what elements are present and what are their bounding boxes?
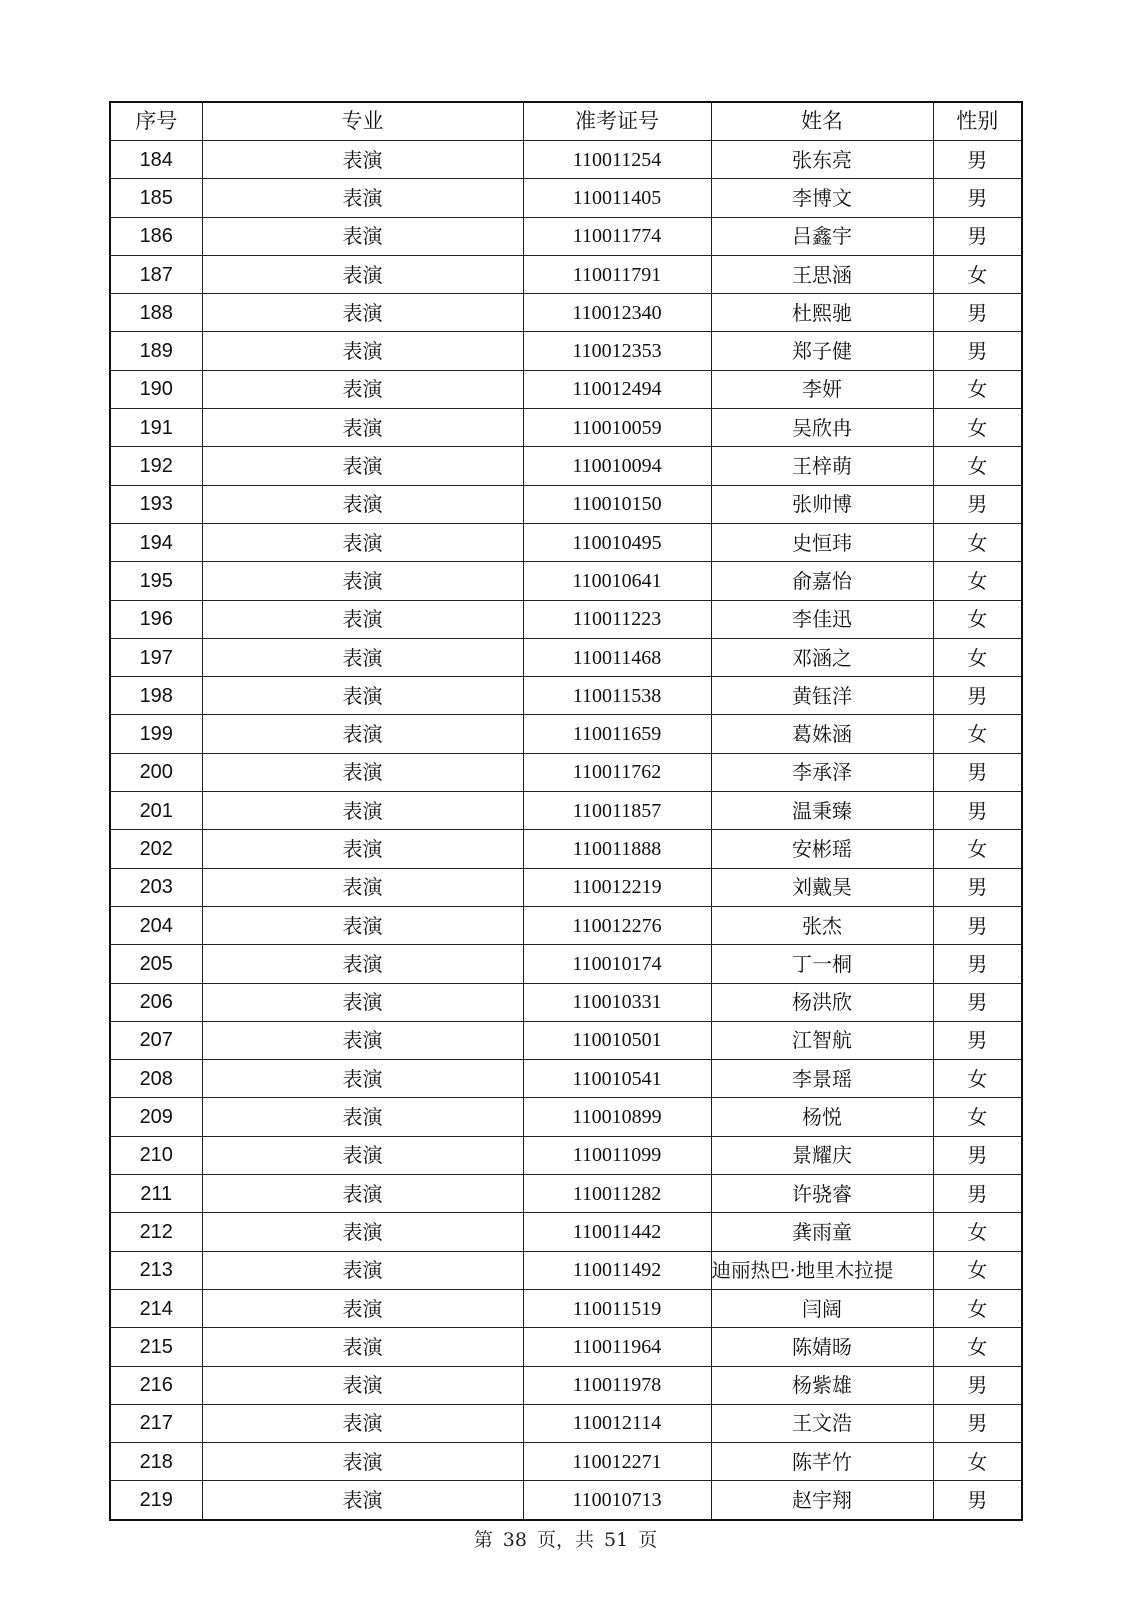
cell-ticket: 110011659 <box>523 715 711 753</box>
table-row <box>110 1328 1022 1366</box>
cell-major: 表演 <box>202 255 523 293</box>
cell-major: 表演 <box>202 409 523 447</box>
cell-name: 张东亮 <box>711 141 933 179</box>
cell-major: 表演 <box>202 485 523 523</box>
cell-name: 杨洪欣 <box>711 983 933 1021</box>
cell-no: 204 <box>110 906 202 944</box>
cell-no: 199 <box>110 715 202 753</box>
cell-no: 194 <box>110 523 202 561</box>
cell-ticket: 110011964 <box>523 1328 711 1366</box>
footer-total-pages: 51 <box>604 1529 629 1551</box>
page-footer <box>0 1525 1131 1552</box>
cell-major: 表演 <box>202 1021 523 1059</box>
cell-name: 丁一桐 <box>711 945 933 983</box>
cell-name: 李妍 <box>711 370 933 408</box>
cell-ticket: 110011468 <box>523 638 711 676</box>
cell-name: 陈婧旸 <box>711 1328 933 1366</box>
cell-name: 邓涵之 <box>711 638 933 676</box>
cell-ticket: 110011405 <box>523 179 711 217</box>
cell-gender: 女 <box>933 1251 1022 1289</box>
cell-ticket: 110011223 <box>523 600 711 638</box>
table-row <box>110 1289 1022 1327</box>
cell-major: 表演 <box>202 1289 523 1327</box>
cell-major: 表演 <box>202 868 523 906</box>
cell-name: 刘戴昊 <box>711 868 933 906</box>
table-row <box>110 179 1022 217</box>
cell-no: 193 <box>110 485 202 523</box>
header-ticket: 准考证号 <box>523 102 711 141</box>
cell-major: 表演 <box>202 294 523 332</box>
cell-major: 表演 <box>202 677 523 715</box>
cell-ticket: 110012271 <box>523 1443 711 1481</box>
table-header-row <box>110 102 1022 141</box>
cell-no: 217 <box>110 1404 202 1442</box>
cell-ticket: 110012114 <box>523 1404 711 1442</box>
table-row <box>110 217 1022 255</box>
header-name: 姓名 <box>711 102 933 141</box>
cell-gender: 女 <box>933 1213 1022 1251</box>
table-row <box>110 1021 1022 1059</box>
cell-major: 表演 <box>202 1328 523 1366</box>
cell-major: 表演 <box>202 1404 523 1442</box>
cell-major: 表演 <box>202 1213 523 1251</box>
roster-table <box>109 101 1023 1521</box>
cell-major: 表演 <box>202 447 523 485</box>
cell-ticket: 110011888 <box>523 830 711 868</box>
cell-name: 吴欣冉 <box>711 409 933 447</box>
cell-name: 景耀庆 <box>711 1136 933 1174</box>
cell-ticket: 110011282 <box>523 1175 711 1213</box>
cell-gender: 女 <box>933 1060 1022 1098</box>
table-row <box>110 562 1022 600</box>
cell-ticket: 110011492 <box>523 1251 711 1289</box>
cell-name: 迪丽热巴·地里木拉提 <box>711 1251 933 1289</box>
table-row <box>110 1060 1022 1098</box>
cell-gender: 女 <box>933 370 1022 408</box>
cell-gender: 男 <box>933 677 1022 715</box>
cell-gender: 男 <box>933 945 1022 983</box>
cell-major: 表演 <box>202 753 523 791</box>
cell-major: 表演 <box>202 523 523 561</box>
cell-ticket: 110011099 <box>523 1136 711 1174</box>
cell-gender: 男 <box>933 1136 1022 1174</box>
cell-major: 表演 <box>202 792 523 830</box>
cell-ticket: 110012276 <box>523 906 711 944</box>
table-row <box>110 1404 1022 1442</box>
cell-gender: 男 <box>933 179 1022 217</box>
table-row <box>110 677 1022 715</box>
cell-ticket: 110011857 <box>523 792 711 830</box>
cell-major: 表演 <box>202 1481 523 1520</box>
cell-major: 表演 <box>202 715 523 753</box>
table-row <box>110 523 1022 561</box>
cell-no: 210 <box>110 1136 202 1174</box>
cell-name: 杨紫雄 <box>711 1366 933 1404</box>
cell-ticket: 110011791 <box>523 255 711 293</box>
cell-major: 表演 <box>202 1060 523 1098</box>
cell-name: 史恒玮 <box>711 523 933 561</box>
cell-name: 李承泽 <box>711 753 933 791</box>
cell-name: 李佳迅 <box>711 600 933 638</box>
cell-gender: 女 <box>933 1289 1022 1327</box>
cell-no: 218 <box>110 1443 202 1481</box>
cell-gender: 女 <box>933 255 1022 293</box>
cell-ticket: 110011774 <box>523 217 711 255</box>
cell-ticket: 110011254 <box>523 141 711 179</box>
cell-gender: 男 <box>933 294 1022 332</box>
cell-major: 表演 <box>202 179 523 217</box>
cell-no: 216 <box>110 1366 202 1404</box>
cell-gender: 女 <box>933 1328 1022 1366</box>
cell-name: 江智航 <box>711 1021 933 1059</box>
table-body <box>110 141 1022 1520</box>
table-row <box>110 1098 1022 1136</box>
cell-name: 王思涵 <box>711 255 933 293</box>
cell-ticket: 110010501 <box>523 1021 711 1059</box>
cell-gender: 男 <box>933 1404 1022 1442</box>
cell-ticket: 110012219 <box>523 868 711 906</box>
table-row <box>110 332 1022 370</box>
cell-no: 215 <box>110 1328 202 1366</box>
cell-gender: 女 <box>933 830 1022 868</box>
table-row <box>110 715 1022 753</box>
cell-ticket: 110010541 <box>523 1060 711 1098</box>
cell-major: 表演 <box>202 830 523 868</box>
cell-no: 219 <box>110 1481 202 1520</box>
cell-major: 表演 <box>202 332 523 370</box>
table-row <box>110 409 1022 447</box>
cell-ticket: 110012340 <box>523 294 711 332</box>
cell-ticket: 110012494 <box>523 370 711 408</box>
cell-major: 表演 <box>202 945 523 983</box>
table-row <box>110 983 1022 1021</box>
cell-gender: 女 <box>933 447 1022 485</box>
table-row <box>110 1481 1022 1520</box>
cell-ticket: 110010174 <box>523 945 711 983</box>
cell-no: 188 <box>110 294 202 332</box>
table-row <box>110 945 1022 983</box>
cell-no: 198 <box>110 677 202 715</box>
cell-ticket: 110010094 <box>523 447 711 485</box>
cell-name: 龚雨童 <box>711 1213 933 1251</box>
cell-gender: 男 <box>933 753 1022 791</box>
cell-name: 张杰 <box>711 906 933 944</box>
cell-name: 闫阔 <box>711 1289 933 1327</box>
cell-name: 李景瑶 <box>711 1060 933 1098</box>
table-row <box>110 868 1022 906</box>
cell-gender: 女 <box>933 409 1022 447</box>
cell-name: 吕鑫宇 <box>711 217 933 255</box>
cell-no: 196 <box>110 600 202 638</box>
cell-no: 189 <box>110 332 202 370</box>
cell-gender: 男 <box>933 1366 1022 1404</box>
footer-prefix: 第 <box>473 1529 493 1551</box>
cell-no: 211 <box>110 1175 202 1213</box>
cell-ticket: 110011978 <box>523 1366 711 1404</box>
cell-name: 温秉臻 <box>711 792 933 830</box>
cell-name: 赵宇翔 <box>711 1481 933 1520</box>
cell-no: 195 <box>110 562 202 600</box>
cell-name: 许骁睿 <box>711 1175 933 1213</box>
cell-no: 197 <box>110 638 202 676</box>
cell-no: 213 <box>110 1251 202 1289</box>
cell-ticket: 110010059 <box>523 409 711 447</box>
cell-gender: 女 <box>933 600 1022 638</box>
cell-ticket: 110010899 <box>523 1098 711 1136</box>
cell-ticket: 110011762 <box>523 753 711 791</box>
table-row <box>110 792 1022 830</box>
table-row <box>110 370 1022 408</box>
table-row <box>110 1251 1022 1289</box>
table-row <box>110 294 1022 332</box>
cell-major: 表演 <box>202 1443 523 1481</box>
cell-ticket: 110010150 <box>523 485 711 523</box>
cell-ticket: 110011538 <box>523 677 711 715</box>
cell-name: 王文浩 <box>711 1404 933 1442</box>
table-row <box>110 1366 1022 1404</box>
cell-gender: 女 <box>933 523 1022 561</box>
table-row <box>110 1443 1022 1481</box>
cell-name: 郑子健 <box>711 332 933 370</box>
cell-gender: 男 <box>933 217 1022 255</box>
table-row <box>110 753 1022 791</box>
cell-gender: 男 <box>933 868 1022 906</box>
cell-no: 214 <box>110 1289 202 1327</box>
cell-no: 205 <box>110 945 202 983</box>
cell-name: 杜熙驰 <box>711 294 933 332</box>
cell-gender: 女 <box>933 1443 1022 1481</box>
cell-name: 安彬瑶 <box>711 830 933 868</box>
cell-gender: 男 <box>933 141 1022 179</box>
cell-ticket: 110011519 <box>523 1289 711 1327</box>
cell-no: 202 <box>110 830 202 868</box>
cell-name: 李博文 <box>711 179 933 217</box>
cell-no: 191 <box>110 409 202 447</box>
cell-ticket: 110010713 <box>523 1481 711 1520</box>
cell-no: 187 <box>110 255 202 293</box>
cell-gender: 男 <box>933 792 1022 830</box>
cell-gender: 男 <box>933 485 1022 523</box>
cell-ticket: 110011442 <box>523 1213 711 1251</box>
table-row <box>110 830 1022 868</box>
cell-no: 201 <box>110 792 202 830</box>
cell-major: 表演 <box>202 906 523 944</box>
cell-no: 209 <box>110 1098 202 1136</box>
footer-suffix: 页 <box>638 1529 658 1551</box>
cell-name: 张帅博 <box>711 485 933 523</box>
footer-current-page: 38 <box>502 1529 527 1551</box>
cell-name: 陈芊竹 <box>711 1443 933 1481</box>
cell-name: 俞嘉怡 <box>711 562 933 600</box>
cell-gender: 男 <box>933 983 1022 1021</box>
cell-gender: 男 <box>933 1175 1022 1213</box>
cell-no: 208 <box>110 1060 202 1098</box>
cell-major: 表演 <box>202 1098 523 1136</box>
cell-gender: 男 <box>933 1481 1022 1520</box>
cell-major: 表演 <box>202 600 523 638</box>
cell-gender: 女 <box>933 562 1022 600</box>
header-gender: 性别 <box>933 102 1022 141</box>
cell-major: 表演 <box>202 1136 523 1174</box>
cell-major: 表演 <box>202 1366 523 1404</box>
table-row <box>110 1213 1022 1251</box>
table-row <box>110 906 1022 944</box>
cell-gender: 男 <box>933 332 1022 370</box>
cell-no: 212 <box>110 1213 202 1251</box>
cell-gender: 男 <box>933 906 1022 944</box>
cell-major: 表演 <box>202 983 523 1021</box>
cell-major: 表演 <box>202 217 523 255</box>
table-row <box>110 447 1022 485</box>
header-no: 序号 <box>110 102 202 141</box>
table-row <box>110 638 1022 676</box>
cell-major: 表演 <box>202 1175 523 1213</box>
cell-gender: 女 <box>933 1098 1022 1136</box>
cell-gender: 女 <box>933 638 1022 676</box>
table-row <box>110 1175 1022 1213</box>
cell-ticket: 110010641 <box>523 562 711 600</box>
cell-no: 186 <box>110 217 202 255</box>
cell-no: 206 <box>110 983 202 1021</box>
table-row <box>110 600 1022 638</box>
cell-major: 表演 <box>202 141 523 179</box>
cell-gender: 女 <box>933 715 1022 753</box>
cell-no: 185 <box>110 179 202 217</box>
cell-major: 表演 <box>202 1251 523 1289</box>
cell-name: 王梓萌 <box>711 447 933 485</box>
cell-ticket: 110010495 <box>523 523 711 561</box>
cell-no: 203 <box>110 868 202 906</box>
cell-major: 表演 <box>202 370 523 408</box>
cell-name: 杨悦 <box>711 1098 933 1136</box>
cell-no: 207 <box>110 1021 202 1059</box>
table-row <box>110 141 1022 179</box>
table-row <box>110 485 1022 523</box>
cell-no: 190 <box>110 370 202 408</box>
table-row <box>110 255 1022 293</box>
cell-major: 表演 <box>202 562 523 600</box>
cell-no: 200 <box>110 753 202 791</box>
cell-major: 表演 <box>202 638 523 676</box>
cell-name: 葛姝涵 <box>711 715 933 753</box>
cell-no: 192 <box>110 447 202 485</box>
table-row <box>110 1136 1022 1174</box>
cell-no: 184 <box>110 141 202 179</box>
footer-middle: 页，共 <box>536 1529 594 1551</box>
cell-gender: 男 <box>933 1021 1022 1059</box>
cell-ticket: 110012353 <box>523 332 711 370</box>
cell-ticket: 110010331 <box>523 983 711 1021</box>
header-major: 专业 <box>202 102 523 141</box>
cell-name: 黄钰洋 <box>711 677 933 715</box>
